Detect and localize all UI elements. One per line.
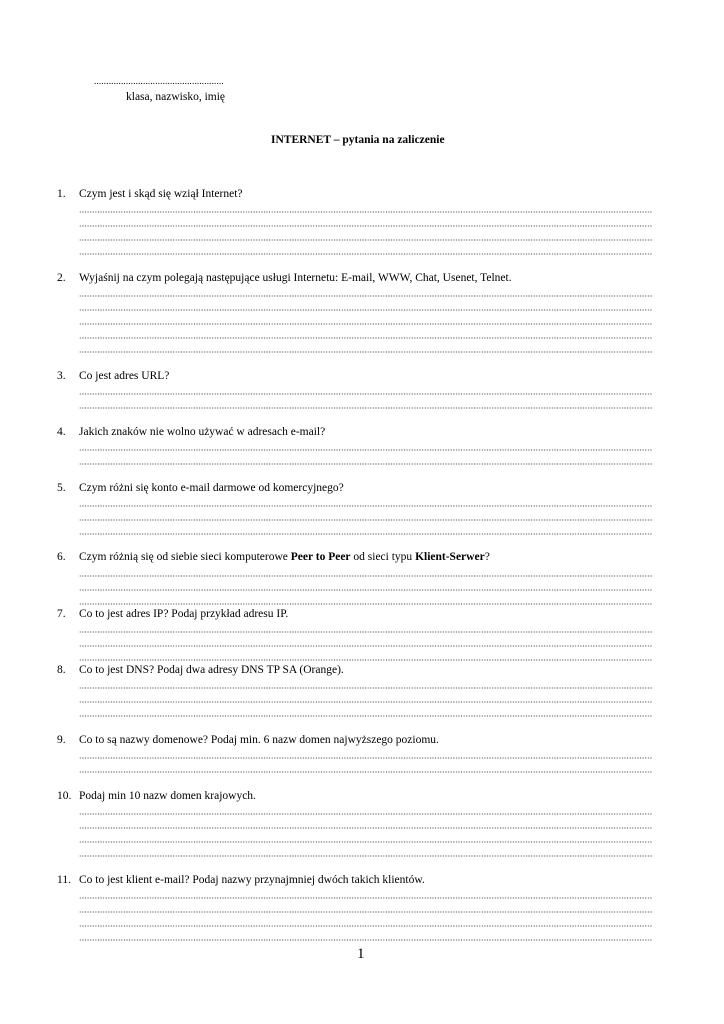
answer-line[interactable]	[79, 323, 653, 325]
answer-line[interactable]	[79, 337, 653, 339]
question-number: 1.	[57, 188, 66, 200]
answer-line[interactable]	[79, 813, 653, 815]
answer-line[interactable]	[79, 505, 653, 507]
question-text: Czym jest i skąd się wziął Internet?	[79, 188, 243, 200]
answer-line[interactable]	[79, 463, 653, 465]
question-number: 2.	[57, 272, 66, 284]
answer-line[interactable]	[79, 603, 653, 605]
answer-line[interactable]	[79, 925, 653, 927]
answer-line[interactable]	[79, 827, 653, 829]
answer-line[interactable]	[79, 771, 653, 773]
question-text-part: od sieci typu	[350, 551, 416, 563]
answer-line[interactable]	[79, 519, 653, 521]
question-number: 3.	[57, 370, 66, 382]
question-number: 11.	[57, 874, 71, 886]
question-text: Co to są nazwy domenowe? Podaj min. 6 nazw domen najwyższego poziomu.	[79, 734, 439, 746]
name-caption: klasa, nazwisko, imię	[126, 91, 226, 103]
question-text-part: ?	[484, 551, 490, 563]
name-dotted-line[interactable]: .....................................................	[94, 76, 224, 86]
answer-line[interactable]	[79, 351, 653, 353]
question-number: 10.	[57, 790, 72, 802]
answer-line[interactable]	[79, 659, 653, 661]
question-text: Co to jest adres IP? Podaj przykład adresu IP.	[79, 608, 289, 620]
answer-line[interactable]	[79, 239, 653, 241]
answer-line[interactable]	[79, 533, 653, 535]
answer-line[interactable]	[79, 897, 653, 899]
answer-line[interactable]	[79, 575, 653, 577]
question-text: Co to jest DNS? Podaj dwa adresy DNS TP SA (Orange).	[79, 664, 344, 676]
answer-line[interactable]	[79, 295, 653, 297]
question-number: 6.	[57, 551, 66, 563]
question-text: Podaj min 10 nazw domen krajowych.	[79, 790, 256, 802]
answer-line[interactable]	[79, 253, 653, 255]
question-text: Co jest adres URL?	[79, 370, 170, 382]
answer-line[interactable]	[79, 715, 653, 717]
question-text-part: Czym różnią się od siebie sieci komputerowe	[79, 551, 291, 563]
answer-line[interactable]	[79, 687, 653, 689]
answer-line[interactable]	[79, 631, 653, 633]
answer-line[interactable]	[79, 939, 653, 941]
question-text: Wyjaśnij na czym polegają następujące usługi Internetu: E-mail, WWW, Chat, Usenet, Telnet.	[79, 272, 512, 284]
answer-line[interactable]	[79, 589, 653, 591]
question-text: Co to jest klient e-mail? Podaj nazwy przynajmniej dwóch takich klientów.	[79, 874, 425, 886]
answer-line[interactable]	[79, 911, 653, 913]
answer-line[interactable]	[79, 841, 653, 843]
question-text: Czym różni się konto e-mail darmowe od komercyjnego?	[79, 482, 344, 494]
answer-line[interactable]	[79, 449, 653, 451]
answer-line[interactable]	[79, 393, 653, 395]
page-number: 1	[357, 946, 365, 962]
term-klient-serwer: Klient-Serwer	[415, 551, 485, 563]
answer-line[interactable]	[79, 407, 653, 409]
answer-line[interactable]	[79, 645, 653, 647]
answer-line[interactable]	[79, 225, 653, 227]
question-number: 7.	[57, 608, 66, 620]
question-text	[79, 551, 490, 563]
question-number: 5.	[57, 482, 66, 494]
question-number: 9.	[57, 734, 66, 746]
answer-line[interactable]	[79, 757, 653, 759]
term-peer-to-peer: Peer to Peer	[290, 551, 351, 563]
question-number: 8.	[57, 664, 66, 676]
question-text: Jakich znaków nie wolno używać w adresach e-mail?	[79, 426, 326, 438]
answer-line[interactable]	[79, 211, 653, 213]
page-title: INTERNET – pytania na zaliczenie	[271, 134, 445, 146]
answer-line[interactable]	[79, 701, 653, 703]
question-number: 4.	[57, 426, 66, 438]
answer-line[interactable]	[79, 855, 653, 857]
answer-line[interactable]	[79, 309, 653, 311]
